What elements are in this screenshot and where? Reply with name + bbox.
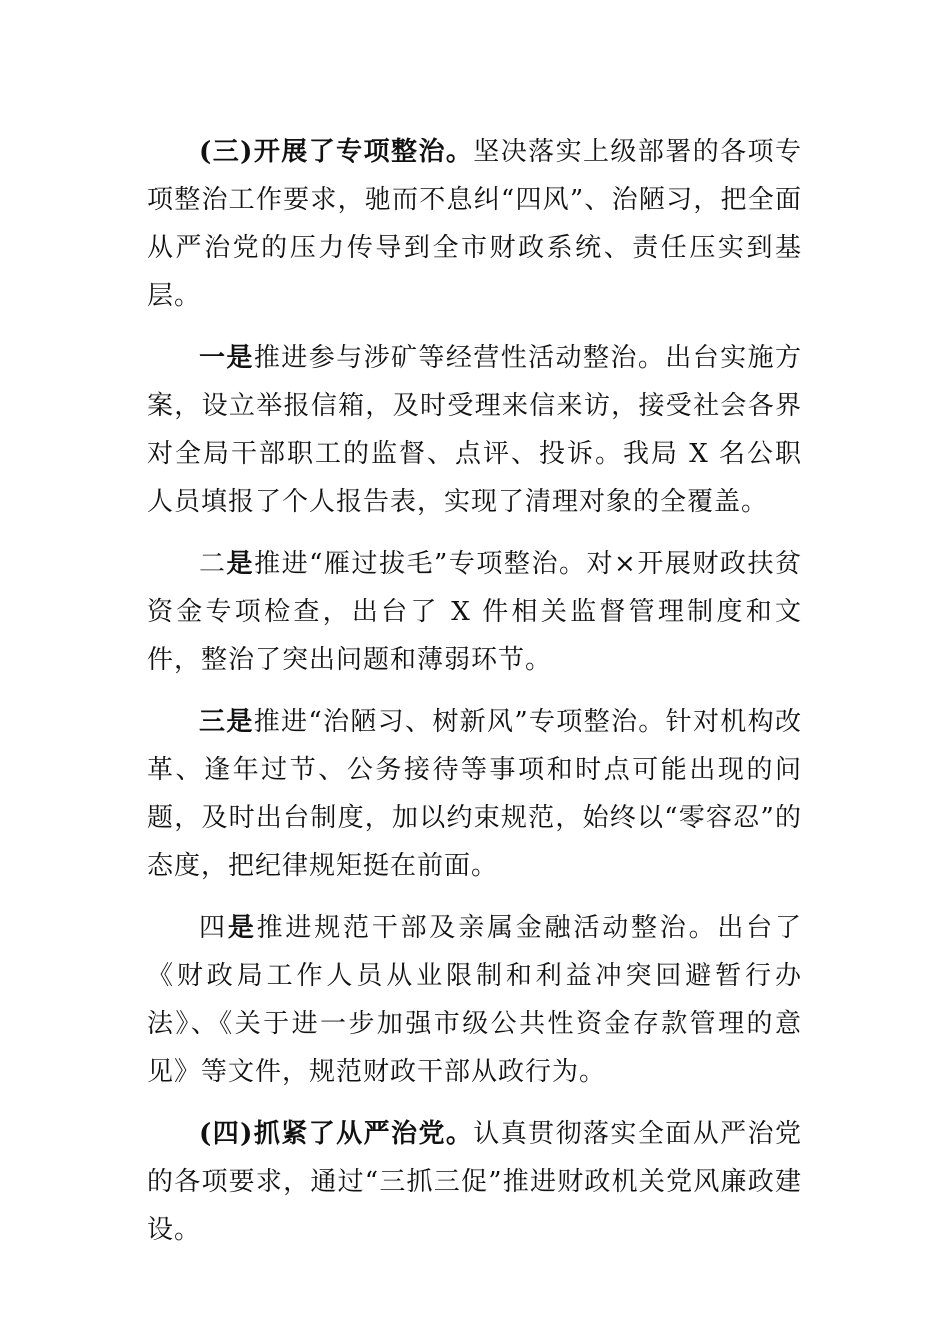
- item-lead: 是: [227, 913, 257, 943]
- paragraph-item-3: [147, 698, 802, 890]
- paragraph-section-3: [147, 128, 802, 320]
- item-lead: 是: [226, 549, 255, 579]
- paragraph-text: 推进“治陋习、树新风”专项整治。针对机构改革、逢年过节、公务接待等事项和时点可能出现的问题，及时出台制度，加以约束规范，始终以“零容忍”的态度，把纪律规矩挺在前面。: [147, 707, 802, 881]
- section-heading: (三)开展了专项整治。: [199, 137, 474, 167]
- paragraph-section-4: [147, 1110, 802, 1254]
- paragraph-text: 推进参与涉矿等经营性活动整治。出台实施方案，设立举报信箱，及时受理来信来访，接受社会各界对全局干部职工的监督、点评、投诉。我局 X 名公职人员填报了个人报告表，实现了清理对象的全覆盖。: [147, 343, 802, 517]
- section-heading: (四)抓紧了从严治党。: [199, 1119, 474, 1149]
- paragraph-item-1: [147, 334, 802, 526]
- paragraph-text: 坚决落实上级部署的各项专项整治工作要求，驰而不息纠“四风”、治陋习，把全面从严治党的压力传导到全市财政系统、责任压实到基层。: [147, 137, 802, 311]
- paragraph-text: 推进“雁过拔毛”专项整治。对×开展财政扶贫资金专项检查，出台了 X 件相关监督管理制度和文件，整治了突出问题和薄弱环节。: [147, 549, 802, 675]
- paragraph-text: 推进规范干部及亲属金融活动整治。出台了《财政局工作人员从业限制和利益冲突回避暂行办法》、《关于进一步加强市级公共性资金存款管理的意见》等文件，规范财政干部从政行为。: [147, 913, 802, 1087]
- item-lead-prefix: 四: [199, 913, 228, 943]
- item-lead-prefix: 二: [199, 549, 227, 579]
- paragraph-text: 认真贯彻落实全面从严治党的各项要求，通过“三抓三促”推进财政机关党风廉政建设。: [147, 1119, 802, 1245]
- document-body: [147, 128, 802, 1268]
- item-lead: 三是: [199, 707, 254, 737]
- paragraph-item-2: [147, 540, 802, 684]
- paragraph-item-4: [147, 904, 802, 1096]
- item-lead: 一是: [199, 343, 254, 373]
